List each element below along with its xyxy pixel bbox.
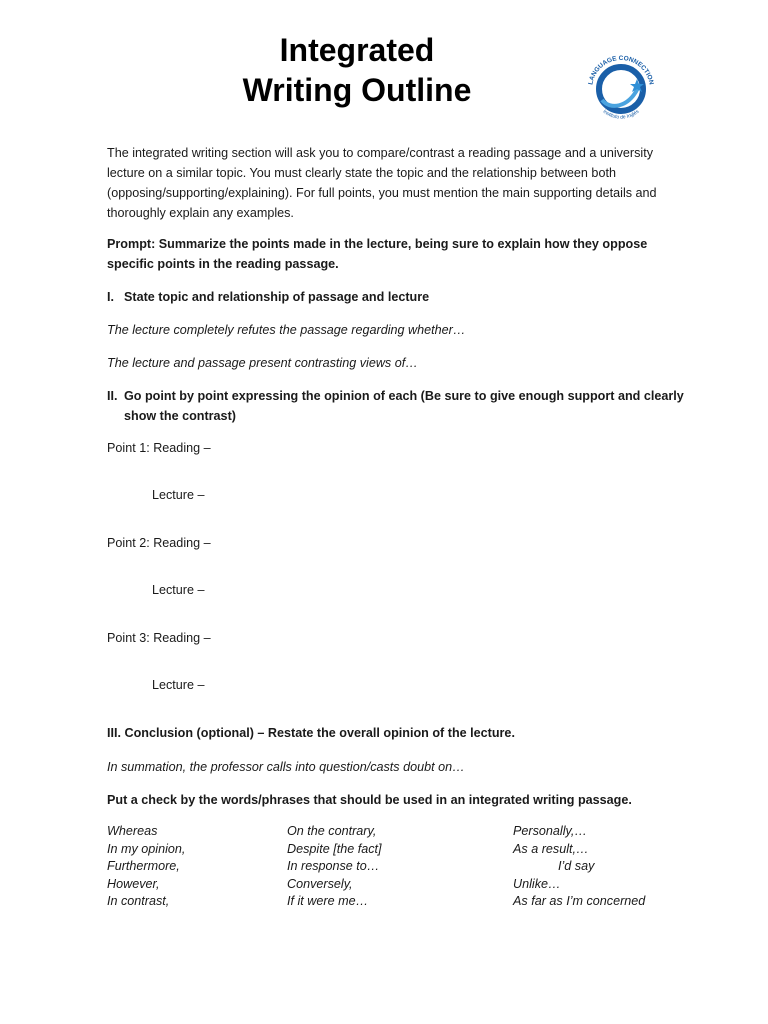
phrase-item: I’d say [558, 859, 595, 873]
section-1-heading [107, 287, 429, 307]
phrase-item: As a result,… [513, 841, 589, 856]
phrase-item: In contrast, [107, 894, 170, 908]
phrase-item: If it were me… [287, 894, 369, 908]
phrase-item: However, [107, 876, 160, 891]
point-3-reading: Point 3: Reading – [107, 631, 211, 645]
phrase-item: Whereas [107, 824, 158, 838]
intro-paragraph: The integrated writing section will ask you to compare/contrast a reading passage and a university lecture on a similar topic. You must clearly state the topic and the relationship between both (opposing/supporting/explaining). For full points, you must mention the main supporting details and thoroughly explain any examples. [107, 146, 657, 220]
page-title [190, 30, 524, 110]
logo-text-top: LANGUAGE CONNECTION [587, 55, 655, 86]
title-line-1: Integrated [279, 32, 435, 68]
point-1-lecture: Lecture – [152, 488, 205, 502]
section-1-number: I. [107, 290, 114, 304]
section-1-example-2: The lecture and passage present contrasting views of… [107, 356, 418, 370]
section-3-example: In summation, the professor calls into question/casts doubt on… [107, 760, 465, 774]
section-2-number: II. [107, 389, 118, 403]
phrase-item: Unlike… [513, 876, 561, 891]
prompt-paragraph: Prompt: Summarize the points made in the lecture, being sure to explain how they oppose specific points in the reading passage. [107, 237, 648, 271]
phrase-item: On the contrary, [287, 824, 377, 838]
language-connection-logo [580, 48, 662, 130]
point-3-lecture: Lecture – [152, 678, 205, 692]
phrase-column-2 [287, 823, 382, 911]
phrase-item: In response to… [287, 859, 380, 873]
logo-text-bottom: Instituto de Inglés [601, 108, 641, 121]
phrase-item: Conversely, [287, 876, 353, 891]
section-2-heading [107, 386, 684, 426]
point-1-reading: Point 1: Reading – [107, 441, 211, 455]
phrase-item: Personally,… [513, 824, 587, 838]
point-2-reading: Point 2: Reading – [107, 536, 211, 550]
phrase-item: Furthermore, [107, 859, 180, 873]
phrase-column-1 [107, 823, 185, 911]
section-1-example-1: The lecture completely refutes the passage regarding whether… [107, 323, 466, 337]
phrase-item: Despite [the fact] [287, 841, 382, 856]
point-2-lecture: Lecture – [152, 583, 205, 597]
checklist-heading: Put a check by the words/phrases that should be used in an integrated writing passage. [107, 793, 632, 807]
phrase-item: In my opinion, [107, 841, 186, 856]
section-2-heading-line-1: Go point by point expressing the opinion of each (Be sure to give enough support and clearly [124, 389, 684, 403]
section-1-heading-text: State topic and relationship of passage and lecture [124, 290, 430, 304]
section-2-heading-line-2: show the contrast) [124, 409, 236, 423]
phrase-item: As far as I’m concerned [513, 894, 646, 908]
title-line-2: Writing Outline [242, 72, 472, 108]
phrase-column-3 [513, 823, 645, 911]
section-3-heading: III. Conclusion (optional) – Restate the overall opinion of the lecture. [107, 726, 515, 740]
